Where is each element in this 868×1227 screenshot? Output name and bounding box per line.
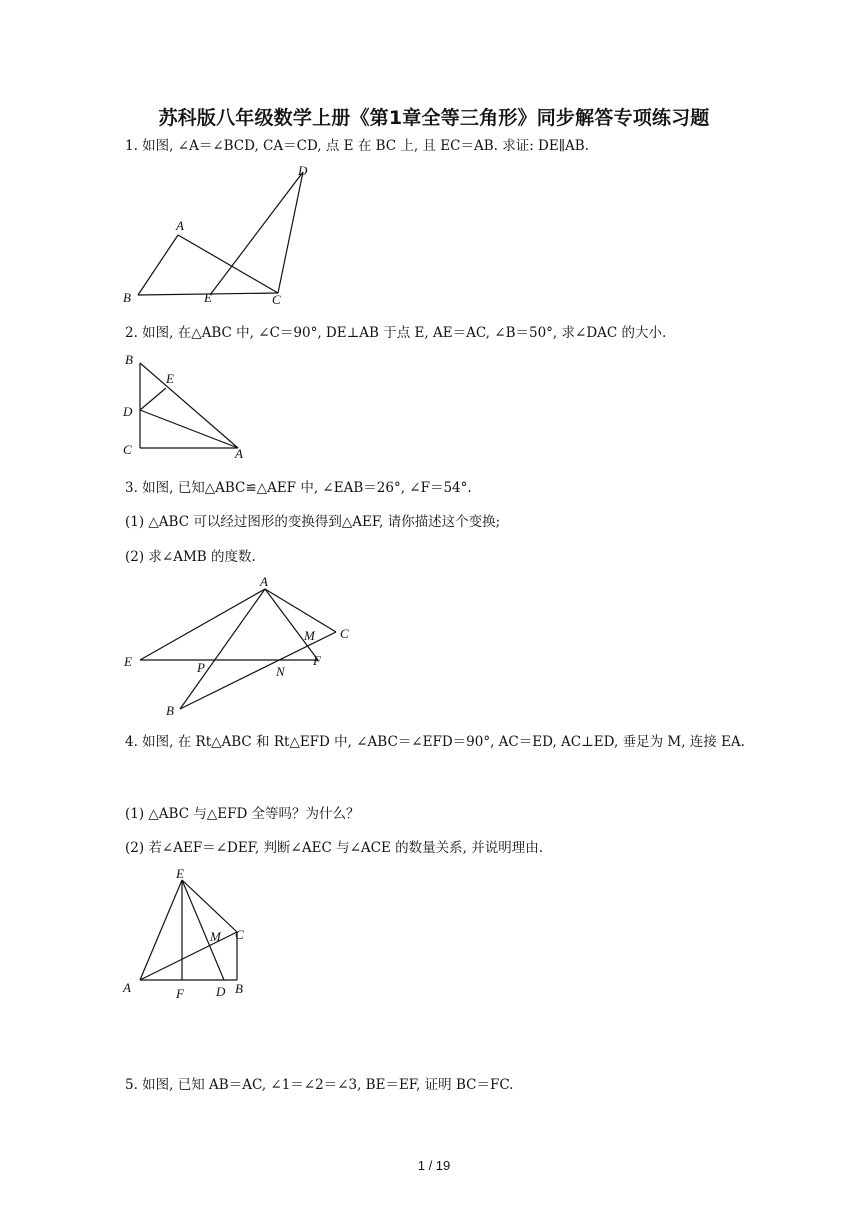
question-5: 5. 如图, 已知 AB＝AC, ∠1＝∠2＝∠3, BE＝EF, 证明 BC＝FC.	[125, 1077, 514, 1093]
figure-2	[118, 348, 258, 463]
fig4-label-m: M	[210, 929, 221, 944]
question-3-stem: 3. 如图, 已知△ABC≌△AEF 中, ∠EAB＝26°, ∠F＝54°.	[125, 480, 472, 496]
question-2: 2. 如图, 在△ABC 中, ∠C＝90°, DE⊥AB 于点 E, AE＝AC, ∠B＝50°, 求∠DAC 的大小.	[125, 325, 667, 341]
fig4-label-a: A	[123, 980, 131, 995]
fig3-label-e: E	[124, 654, 132, 669]
document-title: 苏科版八年级数学上册《第1章全等三角形》同步解答专项练习题	[158, 107, 710, 129]
figure-4	[118, 862, 278, 1007]
figure-1	[118, 160, 328, 310]
fig3-label-a: A	[260, 574, 268, 589]
fig4-label-c: C	[235, 927, 244, 942]
page-number: 1 / 19	[417, 1158, 451, 1173]
fig1-label-e: E	[204, 290, 212, 305]
fig3-label-n: N	[276, 664, 285, 679]
fig4-label-e: E	[176, 866, 184, 881]
fig3-label-c: C	[340, 626, 349, 641]
fig2-label-e: E	[166, 371, 174, 386]
fig2-label-c: C	[123, 442, 132, 457]
fig2-label-b: B	[125, 352, 133, 367]
question-3-part-1: (1) △ABC 可以经过图形的变换得到△AEF, 请你描述这个变换;	[125, 514, 501, 530]
question-4-stem: 4. 如图, 在 Rt△ABC 和 Rt△EFD 中, ∠ABC＝∠EFD＝90°, AC＝ED, AC⊥ED, 垂足为 M, 连接 EA.	[125, 734, 745, 750]
fig2-label-a: A	[235, 446, 243, 461]
fig3-label-b: B	[166, 703, 174, 718]
question-4-part-1: (1) △ABC 与△EFD 全等吗？为什么？	[125, 806, 360, 822]
question-4-part-2: (2) 若∠AEF＝∠DEF, 判断∠AEC 与∠ACE 的数量关系, 并说明理由.	[125, 840, 543, 856]
fig4-label-f: F	[176, 986, 184, 1001]
fig4-label-d: D	[216, 984, 226, 999]
fig1-label-c: C	[272, 292, 281, 307]
fig1-label-d: D	[298, 163, 308, 178]
figure-3	[118, 572, 368, 722]
question-3-part-2: (2) 求∠AMB 的度数.	[125, 549, 256, 565]
question-1: 1. 如图, ∠A＝∠BCD, CA＝CD, 点 E 在 BC 上, 且 EC＝AB. 求证: DE∥AB.	[125, 138, 589, 154]
fig2-label-d: D	[123, 404, 133, 419]
fig3-label-p: P	[197, 660, 205, 675]
fig3-label-f: F	[313, 653, 321, 668]
fig1-label-b: B	[123, 290, 131, 305]
fig3-label-m: M	[304, 628, 315, 643]
fig4-label-b: B	[235, 981, 243, 996]
fig1-label-a: A	[176, 218, 184, 233]
